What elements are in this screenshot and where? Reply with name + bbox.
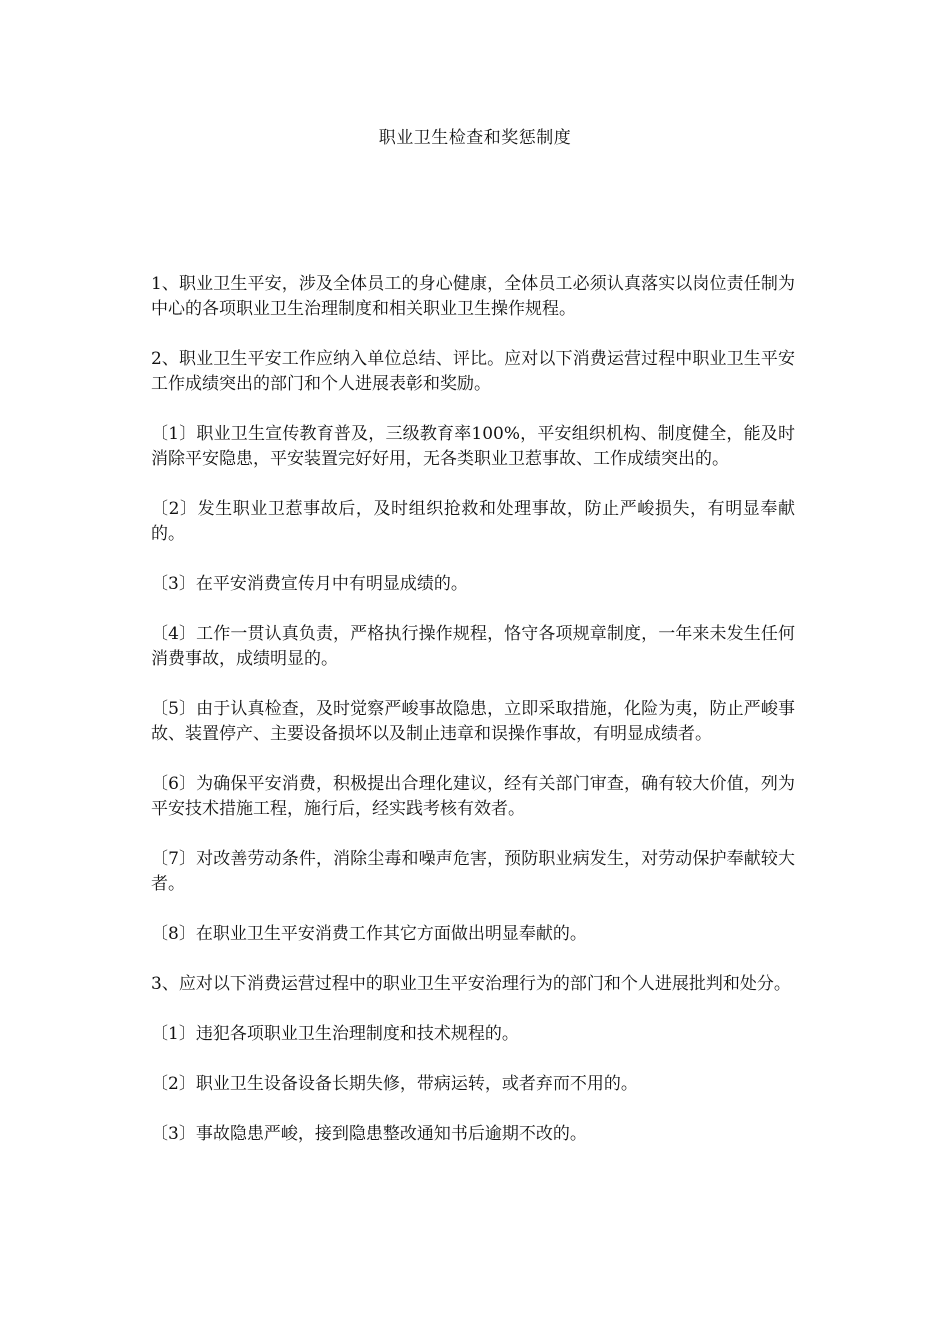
paragraph-2-item-1: 〔1〕职业卫生宣传教育普及，三级教育率100%，平安组织机构、制度健全，能及时消除平安隐患，平安装置完好好用，无各类职业卫惹事故、工作成绩突出的。 [151, 424, 795, 469]
paragraph-3-item-3: 〔3〕事故隐患严峻，接到隐患整改通知书后逾期不改的。 [151, 1124, 587, 1144]
paragraph-2-item-8: 〔8〕在职业卫生平安消费工作其它方面做出明显奉献的。 [151, 924, 587, 944]
paragraph-3-item-2: 〔2〕职业卫生设备设备长期失修，带病运转，或者弃而不用的。 [151, 1074, 638, 1094]
paragraph-2-item-4: 〔4〕工作一贯认真负责，严格执行操作规程，恪守各项规章制度，一年来未发生任何消费事故，成绩明显的。 [151, 624, 795, 669]
paragraph-2-item-2: 〔2〕发生职业卫惹事故后，及时组织抢救和处理事故，防止严峻损失，有明显奉献的。 [151, 499, 795, 544]
paragraph-2-item-5: 〔5〕由于认真检查，及时觉察严峻事故隐患，立即采取措施，化险为夷，防止严峻事故、装置停产、主要设备损坏以及制止违章和误操作事故，有明显成绩者。 [151, 699, 795, 744]
paragraph-2-item-3: 〔3〕在平安消费宣传月中有明显成绩的。 [151, 574, 468, 594]
paragraph-2-item-6: 〔6〕为确保平安消费，积极提出合理化建议，经有关部门审查，确有较大价值，列为平安技术措施工程，施行后，经实践考核有效者。 [151, 774, 795, 819]
paragraph-1: 1、职业卫生平安，涉及全体员工的身心健康，全体员工必须认真落实以岗位责任制为中心的各项职业卫生治理制度和相关职业卫生操作规程。 [151, 274, 795, 319]
document-title: 职业卫生检查和奖惩制度 [378, 128, 572, 148]
document-body [151, 272, 795, 1172]
paragraph-2-item-7: 〔7〕对改善劳动条件，消除尘毒和噪声危害，预防职业病发生，对劳动保护奉献较大者。 [151, 849, 795, 894]
paragraph-3-item-1: 〔1〕违犯各项职业卫生治理制度和技术规程的。 [151, 1024, 519, 1044]
paragraph-3: 3、应对以下消费运营过程中的职业卫生平安治理行为的部门和个人进展批判和处分。 [151, 974, 791, 994]
paragraph-2: 2、职业卫生平安工作应纳入单位总结、评比。应对以下消费运营过程中职业卫生平安工作成绩突出的部门和个人进展表彰和奖励。 [151, 349, 795, 394]
